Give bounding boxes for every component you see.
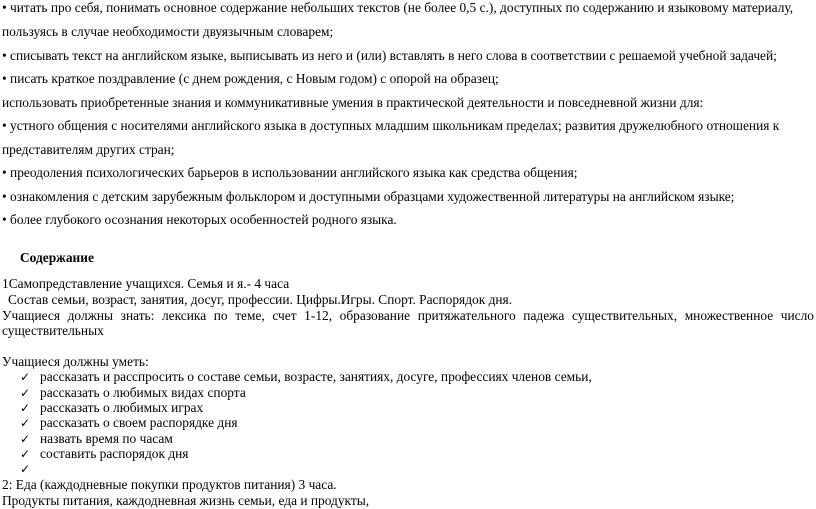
skill-item: составить распорядок дня [40, 446, 189, 461]
checkmark-icon: ✓ [20, 447, 31, 461]
checkmark-icon: ✓ [20, 432, 31, 446]
section-heading: Содержание [20, 250, 94, 265]
section1-able-label: Учащиеся должны уметь: [2, 354, 149, 369]
bullet-reading: • читать про себя, понимать основное содержание небольших текстов (не более 0,5 с.), доступных по содержанию и языковому материалу, [2, 0, 794, 15]
section1-know-line2: существительных [2, 323, 104, 338]
bullet-barriers: • преодоления психологических барьеров в использовании английского языка как средства общения; [2, 165, 578, 180]
section1-topics: Состав семьи, возраст, занятия, досуг, профессии. Цифры.Игры. Спорт. Распорядок дня. [8, 292, 513, 307]
skill-item: рассказать и расспросить о составе семьи, возрасте, занятиях, досуге, профессиях членов семьи, [40, 369, 592, 384]
bullet-greeting: • писать краткое поздравление (с днем рождения, с Новым годом) с опорой на образец; [2, 71, 499, 86]
bullet-communication-cont: представителям других стран; [2, 142, 175, 157]
skill-item: рассказать о любимых видах спорта [40, 385, 246, 400]
checkmark-icon: ✓ [20, 386, 31, 400]
bullet-folklore: • ознакомления с детским зарубежным фольклором и доступными образцами художественной литературы на английском языке; [2, 189, 735, 204]
checkmark-icon: ✓ [20, 462, 31, 476]
section2-topics: Продукты питания, каждодневная жизнь семьи, еда и продукты, [2, 493, 370, 508]
usage-intro: использовать приобретенные знания и коммуникативные умения в практической деятельности и повседневной жизни для: [2, 95, 704, 110]
bullet-communication: • устного общения с носителями английского языка в доступных младшим школьникам пределах; развития дружелюбного отношения к [2, 118, 780, 133]
checkmark-icon: ✓ [20, 370, 31, 384]
section1-title: 1Самопредставление учащихся. Семья и я.- 4 часа [2, 276, 290, 291]
section1-know-line1: Учащиеся должны знать: лексика по теме, счет 1-12, образование притяжательного падежа существительных, множественное число [2, 308, 814, 323]
section2-title: 2: Еда (каждодневные покупки продуктов питания) 3 часа. [2, 477, 337, 492]
checkmark-icon: ✓ [20, 401, 31, 415]
bullet-native-language: • более глубокого осознания некоторых особенностей родного языка. [2, 212, 397, 227]
skill-item: рассказать о своем распорядке дня [40, 415, 238, 430]
skill-item: назвать время по часам [40, 431, 173, 446]
bullet-copying: • списывать текст на английском языке, выписывать из него и (или) вставлять в него слова в соответствии с решаемой учебной задачей; [2, 48, 777, 63]
skill-item: рассказать о любимых играх [40, 400, 204, 415]
bullet-reading-cont: пользуясь в случае необходимости двуязычным словарем; [2, 24, 334, 39]
checkmark-icon: ✓ [20, 416, 31, 430]
